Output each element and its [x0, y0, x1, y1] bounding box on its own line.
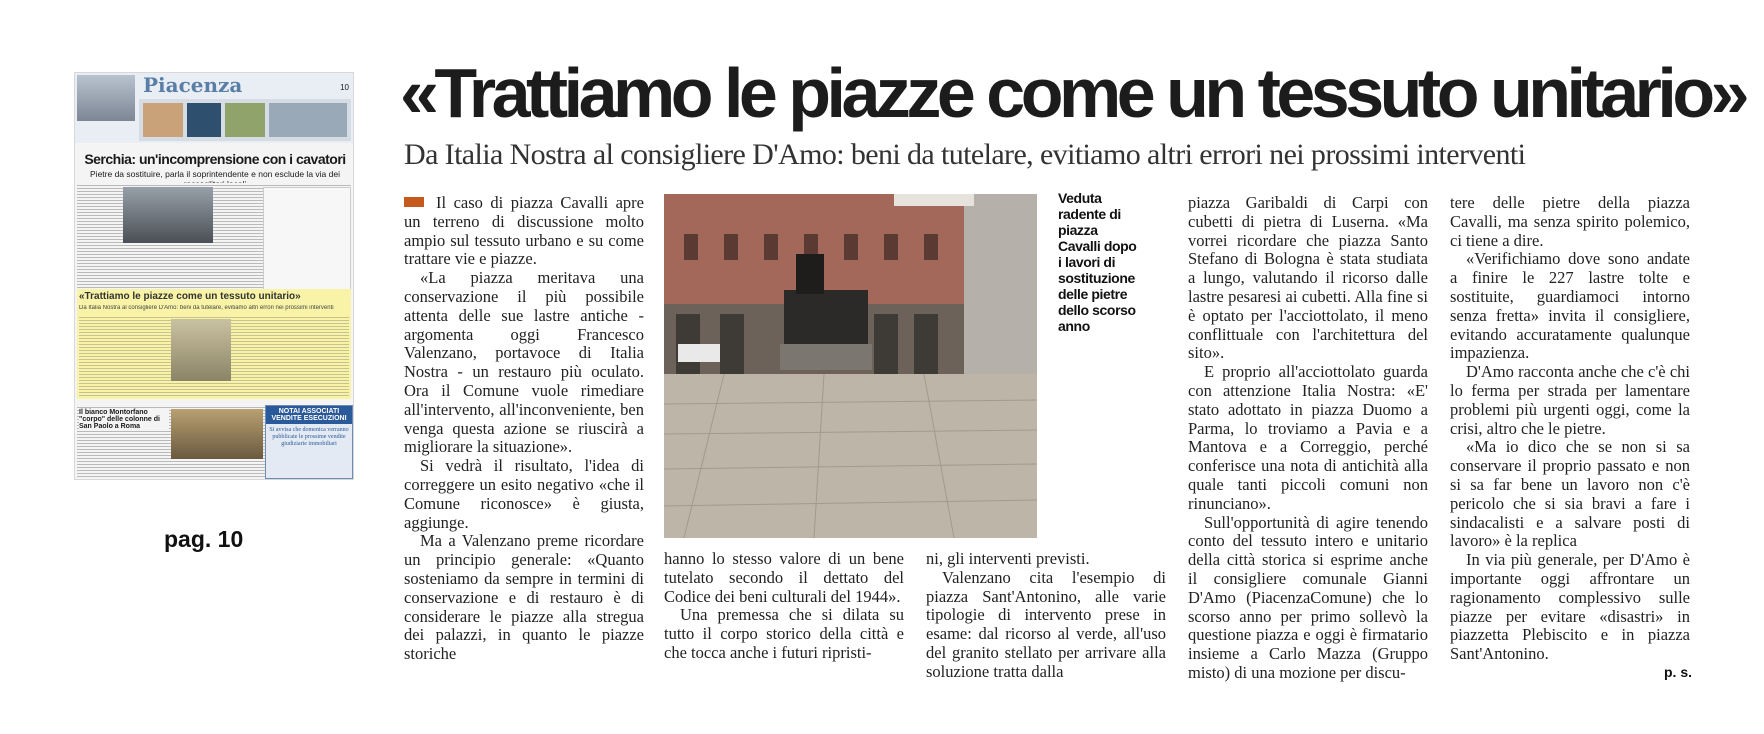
article-column-3: [926, 550, 1166, 682]
paragraph: Si vedrà il risultato, l'idea di correggere un esito negativo «che il Comune riconosce» è giusta, aggiunge.: [404, 456, 644, 532]
thumbnail-page-number: 10: [340, 83, 349, 92]
thumbnail-highlighted-subtitle: Da Italia Nostra al consigliere D'Amo: beni da tutelare, evitiamo altri errori nei prossimi interventi: [79, 305, 334, 311]
page-thumbnail: [74, 72, 354, 480]
article-photo: [664, 194, 1037, 538]
article-subheadline: Da Italia Nostra al consigliere D'Amo: beni da tutelare, evitiamo altri errori nei prossimi interventi: [404, 138, 1526, 171]
paragraph: hanno lo stesso valore di un bene tutelato secondo il dettato del Codice dei beni culturali del 1944».: [664, 549, 904, 606]
thumbnail-headline: Serchia: un'incomprensione con i cavatori: [84, 151, 346, 167]
paragraph: E proprio all'acciottolato guarda con attenzione Italia Nostra: «E' stato adottato in piazza Duomo a Parma, lo troviamo a Pavia e a Mantova e a Correggio, perché conferisce una nota di antichità alla quale tanti piccoli comuni non rinunciano».: [1188, 362, 1428, 513]
thumbnail-brand: Piacenza: [143, 73, 243, 97]
paragraph: «Verifichiamo dove sono andate a finire le 227 lastre tolte e sostituite, guardiamoci intorno senza fretta» invita il consigliere, evitando accuratamente qualunque impazienza.: [1450, 249, 1690, 363]
thumbnail-lower-photo: [171, 409, 263, 459]
thumbnail-teaser-strip: [139, 99, 351, 141]
article-column-2: [664, 550, 904, 663]
thumbnail-masthead: [75, 73, 353, 143]
thumbnail-sidebar-box: [263, 187, 351, 297]
article-marker-icon: [404, 197, 424, 207]
thumbnail-lower-title: Il bianco Montorfano "corpo" delle colonne di San Paolo a Roma: [79, 409, 169, 430]
page-label: pag. 10: [164, 526, 244, 552]
photo-caption: Veduta radente di piazza Cavalli dopo i lavori di sostituzione delle pietre dello scorso anno: [1058, 190, 1137, 334]
author-signature: p. s.: [1664, 664, 1693, 680]
thumbnail-highlighted-photo: [171, 319, 231, 381]
article-headline: «Trattiamo le piazze come un tessuto unitario»: [400, 54, 1746, 132]
paragraph: Sull'opportunità di agire tenendo conto del tessuto intero e unitario della città storica si esprime anche il consigliere comunale Gianni D'Amo (PiacenzaComune) che lo scorso anno per primo sollevò la questione piazza e oggi è firmatario insieme a Carlo Mazza (Gruppo misto) di una mozione per discu-: [1188, 512, 1428, 682]
thumbnail-highlighted-title: «Trattiamo le piazze come un tessuto unitario»: [79, 291, 301, 302]
paragraph: «La piazza meritava una conservazione il più possibile attenta delle sue lastre antiche - argomenta oggi Francesco Valenzano, portavoce di Italia Nostra - un restauro più oculato. Ora il Comune vuole rimediare all'intervento, all'inconveniente, ben venga questa azione se riuscirà a migliorare la situazione».: [404, 268, 644, 457]
thumbnail-photo: [123, 187, 213, 243]
thumbnail-masthead-photo: [77, 75, 135, 121]
article-column-4: [1188, 194, 1428, 683]
piazza-cavalli-photo: [664, 194, 1037, 538]
paragraph: D'Amo racconta anche che c'è chi lo ferma per strada per lamentare problemi più urgenti oggi, come la crisi, altro che le pietre.: [1450, 362, 1690, 438]
paragraph: In via più generale, per D'Amo è importante oggi affrontare un ragionamento complessivo sulle piazze per evitare «disastri» in piazzetta Plebiscito e in piazza Sant'Antonino.: [1450, 550, 1690, 664]
thumbnail-notice-box: [265, 405, 353, 479]
article-column-5: [1450, 194, 1690, 664]
paragraph: Valenzano cita l'esempio di piazza Sant'Antonino, alle varie tipologie di intervento prese in esame: dal ricorso al verde, all'uso del granito stellato per arrivare alla soluzione tratta dalla: [926, 567, 1166, 681]
article-column-1: [404, 194, 644, 664]
thumbnail-notice-title: NOTAI ASSOCIATI VENDITE ESECUZIONI: [266, 406, 352, 424]
paragraph: «Ma io dico che se non si sa conservare il proprio passato e non si sa far bene un lavoro non c'è pericolo che si sia bravi a fare i sindacalisti e a salvare posti di lavoro» è la replica: [1450, 437, 1690, 551]
paragraph: ni, gli interventi previsti.: [926, 549, 1090, 568]
paragraph: piazza Garibaldi di Carpi con cubetti di pietra di Luserna. «Ma vorrei ricordare che piazza Santo Stefano di Bologna è stata studiata a lungo, valutando il ricorso dalle lastre pesaresi ai cubetti. Alla fine si è optato per l'acciottolato, il meno conflittuale con l'architettura del sito».: [1188, 193, 1428, 363]
thumbnail-notice-text: Si avvisa che domenica verranno pubblicate le prossime vendite giudiziarie immobiliari: [269, 427, 349, 448]
paragraph: Una premessa che si dilata su tutto il corpo storico della città e che tocca anche i futuri ripristi-: [664, 605, 904, 662]
paragraph: tere delle pietre della piazza Cavalli, ma senza spirito polemico, ci tiene a dire.: [1450, 193, 1690, 250]
paragraph: Il caso di piazza Cavalli apre un terreno di discussione molto ampio sul tessuto urbano e su come trattare vie e piazze.: [404, 193, 644, 269]
thumbnail-subhead: Pietre da sostituire, parla il soprintendente e non esclude la via dei: [90, 169, 340, 179]
paragraph: Ma a Valenzano preme ricordare un principio generale: «Quanto sosteniamo da sempre in termini di conservazione e di restauro è di considerare le piazze alla stregua dei palazzi, in quanto le piazze storiche: [404, 531, 644, 664]
